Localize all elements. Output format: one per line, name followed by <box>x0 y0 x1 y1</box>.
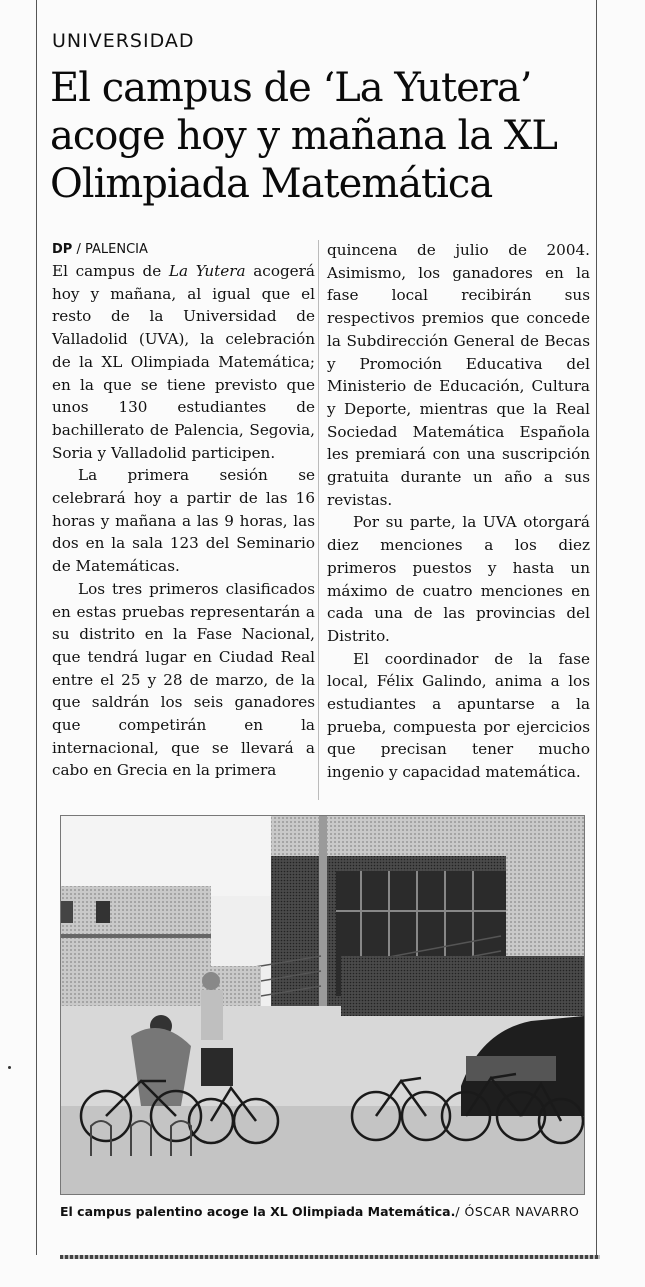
paragraph-4: quincena de julio de 2004. Asimismo, los ganadores en la fase local recibirán sus respectivos premios que concede la Subdirección General de Becas y Promoción Educativa del Ministerio de Educación, Cultura y Deporte, mientras que la Real Sociedad Matemática Española les premiará con una suscripción gratuita durante un año a sus revistas. <box>327 241 590 509</box>
paragraph-2: La primera sesión se celebrará hoy a partir de las 16 horas y mañana a las 9 horas, las dos en la sala 123 del Seminario de Matemáticas. <box>52 466 315 576</box>
byline <box>52 240 315 260</box>
frame-left-border <box>36 0 37 1255</box>
caption-text: El campus palentino acoge la XL Olimpiada Matemática. <box>60 1204 456 1219</box>
article-column-2 <box>327 239 590 784</box>
campus-photo <box>60 815 585 1195</box>
frame-right-border <box>596 0 597 1255</box>
paragraph-1-rest: acogerá hoy y mañana, al igual que el resto de la Universidad de Valladolid (UVA), la celebración de la XL Olimpiada Matemática; en la que se tiene previsto que unos 130 estudiantes de bachillerato de Palencia, Segovia, Soria y Valladolid participen. <box>52 262 315 462</box>
frame-bottom-border <box>60 1255 600 1259</box>
section-label: UNIVERSIDAD <box>52 30 195 52</box>
byline-location: / PALENCIA <box>76 242 148 257</box>
byline-agency: DP <box>52 242 73 257</box>
paragraph-3: Los tres primeros clasificados en estas pruebas representarán a su distrito en la Fase Nacional, que tendrá lugar en Ciudad Real entre el 25 y 28 de marzo, de la que saldrán los seis ganadores que competirán en la internacional, que se llevará a cabo en Grecia en la primera <box>52 579 315 780</box>
scan-speck <box>8 1066 11 1069</box>
paragraph-5: Por su parte, la UVA otorgará diez menciones a los diez primeros puestos y hasta un máximo de cuatro menciones en cada una de las provincias del Distrito. <box>327 513 590 645</box>
article-column-1 <box>52 240 315 782</box>
campus-photo-illustration <box>61 816 584 1194</box>
photo-credit: / ÓSCAR NAVARRO <box>455 1204 580 1219</box>
headline: El campus de ‘La Yutera’ acoge hoy y mañana la XL Olimpiada Matemática <box>50 65 557 207</box>
paragraph-1-emphasis: La Yutera <box>168 262 246 280</box>
column-divider <box>318 240 319 800</box>
paragraph-6: El coordinador de la fase local, Félix Galindo, anima a los estudiantes a apuntarse a la prueba, compuesta por ejercicios que precisan tener mucho ingenio y capacidad matemática. <box>327 649 590 782</box>
paragraph-1 <box>52 260 315 464</box>
photo-caption <box>60 1204 600 1219</box>
paragraph-1-start: El campus de <box>52 262 169 280</box>
